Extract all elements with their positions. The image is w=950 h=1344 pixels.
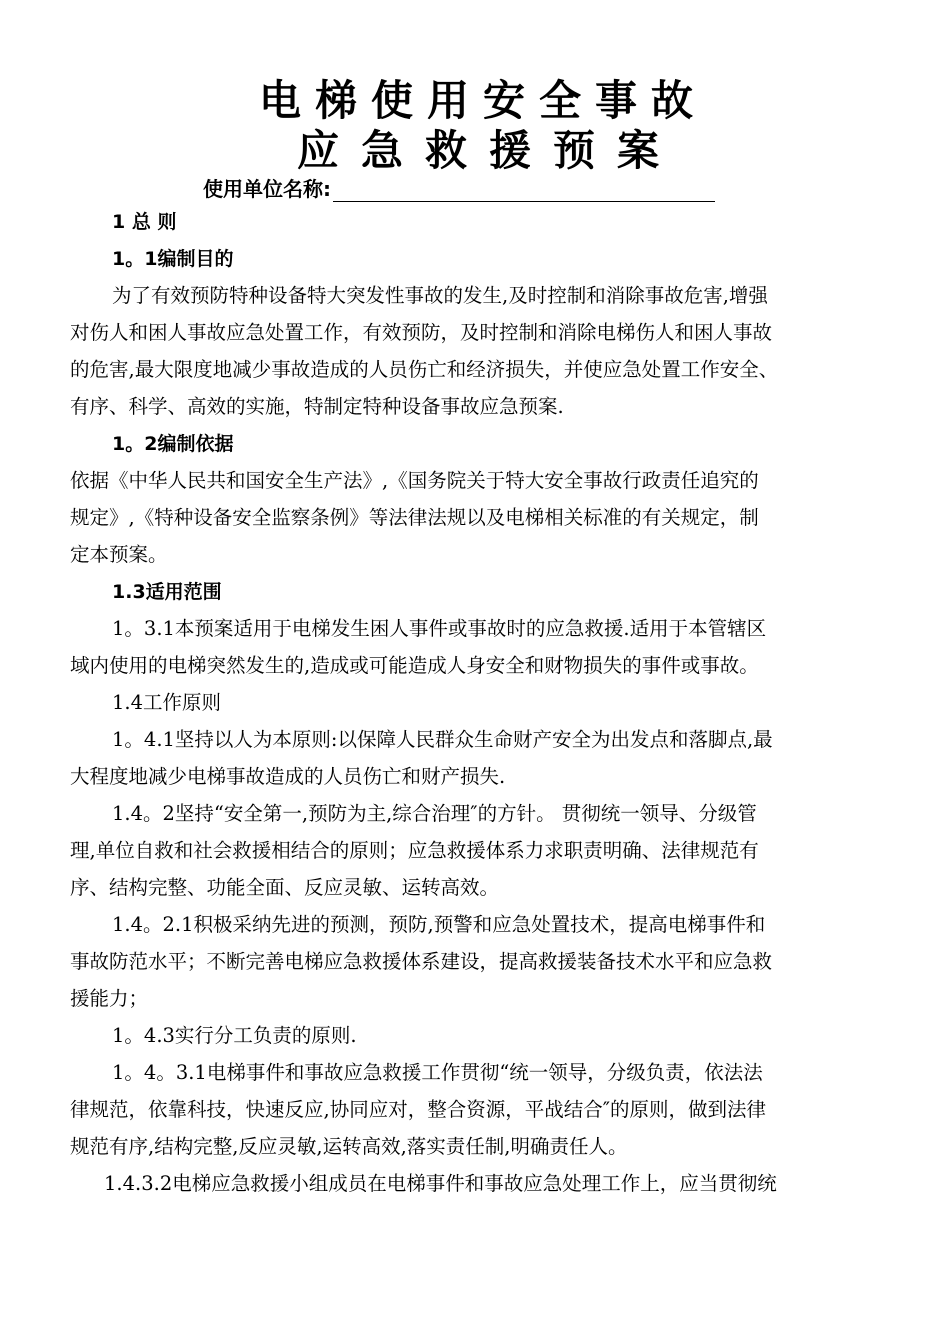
paragraph-line: 规范有序,结构完整,反应灵敏,运转高效,落实责任制,明确责任人。 [70, 1135, 628, 1158]
paragraph-line: 1.4.3.2电梯应急救援小组成员在电梯事件和事故应急处理工作上，应当贯彻统 [104, 1172, 777, 1195]
heading-basis: 1。2编制依据 [112, 433, 234, 455]
paragraph-line: 理,单位自救和社会救援相结合的原则；应急救援体系力求职责明确、法律规范有 [70, 839, 759, 862]
paragraph-line: 域内使用的电梯突然发生的,造成或可能造成人身安全和财物损失的事件或事故。 [70, 654, 759, 677]
paragraph-line: 依据《中华人民共和国安全生产法》,《国务院关于特大安全事故行政责任追究的 [70, 469, 759, 492]
heading-purpose: 1。1编制目的 [112, 248, 234, 270]
paragraph-line: 1。4。3.1电梯事件和事故应急救援工作贯彻“统一领导，分级负责，依法法 [112, 1061, 763, 1084]
paragraph-line: 序、结构完整、功能全面、反应灵敏、运转高效。 [70, 876, 500, 899]
paragraph-line: 1。3.1本预案适用于电梯发生困人事件或事故时的应急救援.适用于本管辖区 [112, 617, 767, 640]
unit-name-label: 使用单位名称: [203, 177, 331, 201]
heading-scope: 1.3适用范围 [112, 581, 222, 603]
unit-name-blank [333, 177, 715, 202]
paragraph-line: 1。4.1坚持以人为本原则:以保障人民群众生命财产安全为出发点和落脚点,最 [112, 728, 773, 751]
paragraph-line: 援能力； [70, 987, 149, 1010]
paragraph-line: 对伤人和困人事故应急处置工作，有效预防，及时控制和消除电梯伤人和困人事故 [70, 321, 773, 344]
paragraph-line: 大程度地减少电梯事故造成的人员伤亡和财产损失. [70, 765, 506, 788]
heading-principles: 1.4工作原则 [112, 691, 222, 714]
paragraph-line: 1。4.3实行分工负责的原则. [112, 1024, 357, 1047]
paragraph-line: 1.4。2坚持“安全第一,预防为主,综合治理″的方针。 贯彻统一领导、分级管 [112, 802, 757, 825]
paragraph-line: 的危害,最大限度地减少事故造成的人员伤亡和经济损失，并使应急处置工作安全、 [70, 358, 779, 381]
paragraph-line: 有序、科学、高效的实施，特制定特种设备事故应急预案. [70, 395, 564, 418]
paragraph-line: 事故防范水平；不断完善电梯应急救援体系建设，提高救援装备技术水平和应急救 [70, 950, 773, 973]
paragraph-line: 为了有效预防特种设备特大突发性事故的发生,及时控制和消除事故危害,增强 [112, 284, 768, 307]
paragraph-line: 律规范，依靠科技，快速反应,协同应对，整合资源，平战结合″的原则，做到法律 [70, 1098, 766, 1121]
document-title-line-1: 电梯使用安全事故 [258, 76, 707, 125]
paragraph-line: 规定》,《特种设备安全监察条例》等法律法规以及电梯相关标准的有关规定，制 [70, 506, 759, 529]
document-title-line-2: 应急救援预案 [296, 126, 681, 175]
section-heading-general: 1 总 则 [112, 211, 177, 233]
paragraph-line: 定本预案。 [70, 543, 168, 566]
paragraph-line: 1.4。2.1积极采纳先进的预测，预防,预警和应急处置技术，提高电梯事件和 [112, 913, 766, 936]
unit-name-row [203, 174, 715, 202]
